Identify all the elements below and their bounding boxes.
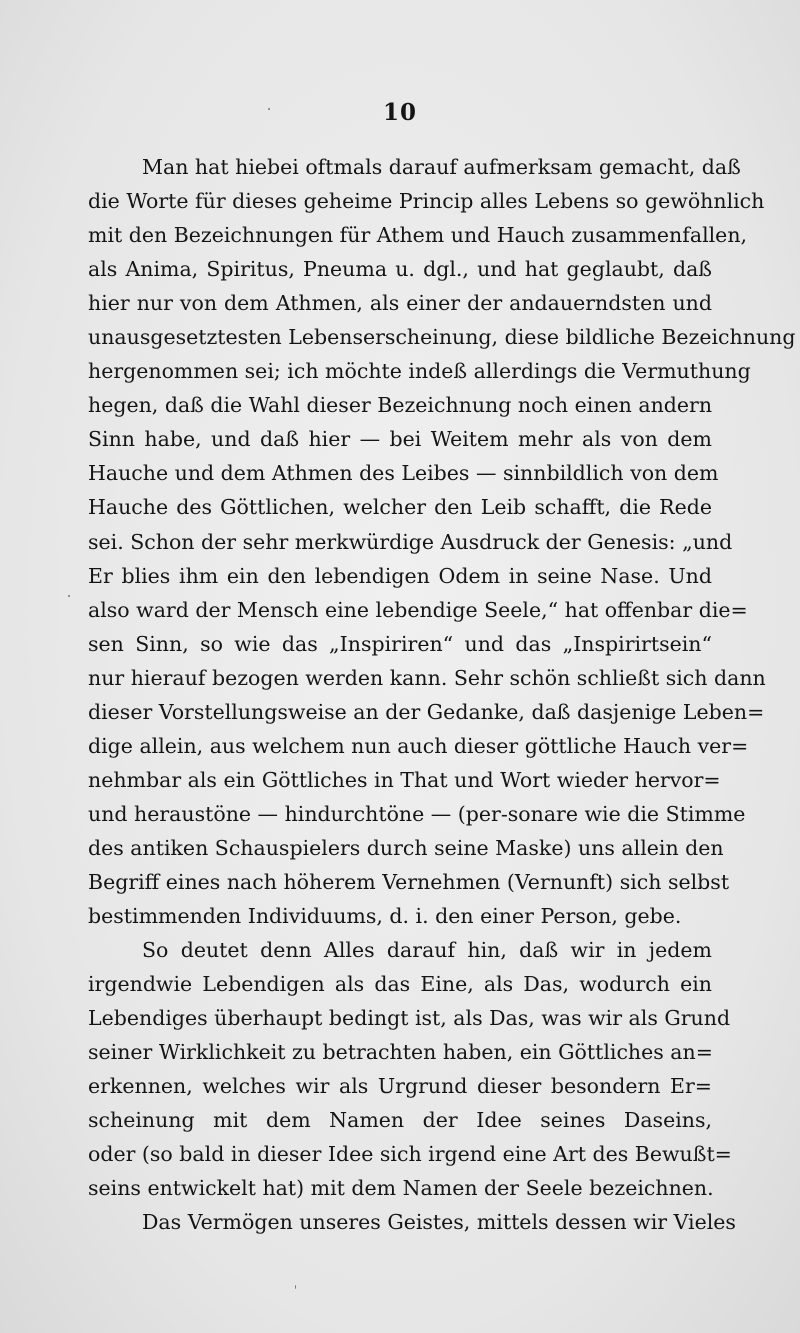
text-line: irgendwie Lebendigen als das Eine, als Das, wodurch ein bbox=[88, 972, 712, 997]
text-line: nehmbar als ein Göttliches in That und Wort wieder hervor= bbox=[88, 767, 721, 792]
text-line: die Worte für dieses geheime Princip alles Lebens so gewöhnlich bbox=[88, 189, 765, 214]
body-text bbox=[88, 150, 796, 1240]
text-line: hegen, daß die Wahl dieser Bezeichnung noch einen andern bbox=[88, 393, 713, 418]
text-line: erkennen, welches wir als Urgrund dieser besondern Er= bbox=[88, 1074, 712, 1099]
text-line: mit den Bezeichnungen für Athem und Hauch zusammenfallen, bbox=[88, 223, 748, 248]
text-line: sen Sinn, so wie das „Inspiriren“ und das „Inspirirtsein“ bbox=[88, 631, 712, 656]
text-line: oder (so bald in dieser Idee sich irgend eine Art des Bewußt= bbox=[88, 1142, 732, 1167]
text-line: sei. Schon der sehr merkwürdige Ausdruck der Genesis: „und bbox=[88, 529, 733, 554]
text-line: hier nur von dem Athmen, als einer der andauerndsten und bbox=[88, 291, 712, 316]
text-line: Hauche und dem Athmen des Leibes — sinnbildlich von dem bbox=[88, 461, 719, 486]
text-line: So deutet denn Alles darauf hin, daß wir in jedem bbox=[142, 938, 712, 963]
text-line: nur hierauf bezogen werden kann. Sehr schön schließt sich dann bbox=[88, 665, 766, 690]
text-line: also ward der Mensch eine lebendige Seele,“ hat offenbar die= bbox=[88, 597, 748, 622]
text-line: unausgesetztesten Lebenserscheinung, diese bildliche Bezeichnung bbox=[88, 325, 796, 350]
text-line: dige allein, aus welchem nun auch dieser göttliche Hauch ver= bbox=[88, 733, 749, 758]
text-line: Lebendiges überhaupt bedingt ist, als Das, was wir als Grund bbox=[88, 1006, 731, 1031]
paper-speck bbox=[295, 1285, 296, 1289]
text-line: und heraustöne — hindurchtöne — (per-sonare wie die Stimme bbox=[88, 801, 746, 826]
paragraph-end-line: bestimmenden Individuums, d. i. den einer Person, gebe. bbox=[88, 904, 682, 929]
text-line: Hauche des Göttlichen, welcher den Leib schafft, die Rede bbox=[88, 495, 712, 520]
text-line: dieser Vorstellungsweise an der Gedanke, daß dasjenige Leben= bbox=[88, 699, 765, 724]
text-line: seiner Wirklichkeit zu betrachten haben, ein Göttliches an= bbox=[88, 1040, 713, 1065]
text-line: als Anima, Spiritus, Pneuma u. dgl., und hat geglaubt, daß bbox=[88, 257, 712, 282]
paper-speck bbox=[68, 595, 70, 597]
text-line: Das Vermögen unseres Geistes, mittels dessen wir Vieles bbox=[142, 1210, 736, 1235]
text-line: des antiken Schauspielers durch seine Maske) uns allein den bbox=[88, 835, 724, 860]
text-line: Man hat hiebei oftmals darauf aufmerksam gemacht, daß bbox=[142, 155, 741, 179]
text-line: Sinn habe, und daß hier — bei Weitem mehr als von dem bbox=[88, 427, 712, 452]
text-line: Er blies ihm ein den lebendigen Odem in seine Nase. Und bbox=[88, 563, 712, 588]
page-number: 10 bbox=[382, 99, 417, 126]
paragraph-end-line: seins entwickelt hat) mit dem Namen der Seele bezeichnen. bbox=[88, 1176, 714, 1201]
text-line: scheinung mit dem Namen der Idee seines Daseins, bbox=[88, 1108, 712, 1133]
text-line: hergenommen sei; ich möchte indeß allerdings die Vermuthung bbox=[88, 359, 751, 384]
paper-speck bbox=[268, 108, 270, 110]
text-line: Begriff eines nach höherem Vernehmen (Vernunft) sich selbst bbox=[88, 869, 730, 894]
